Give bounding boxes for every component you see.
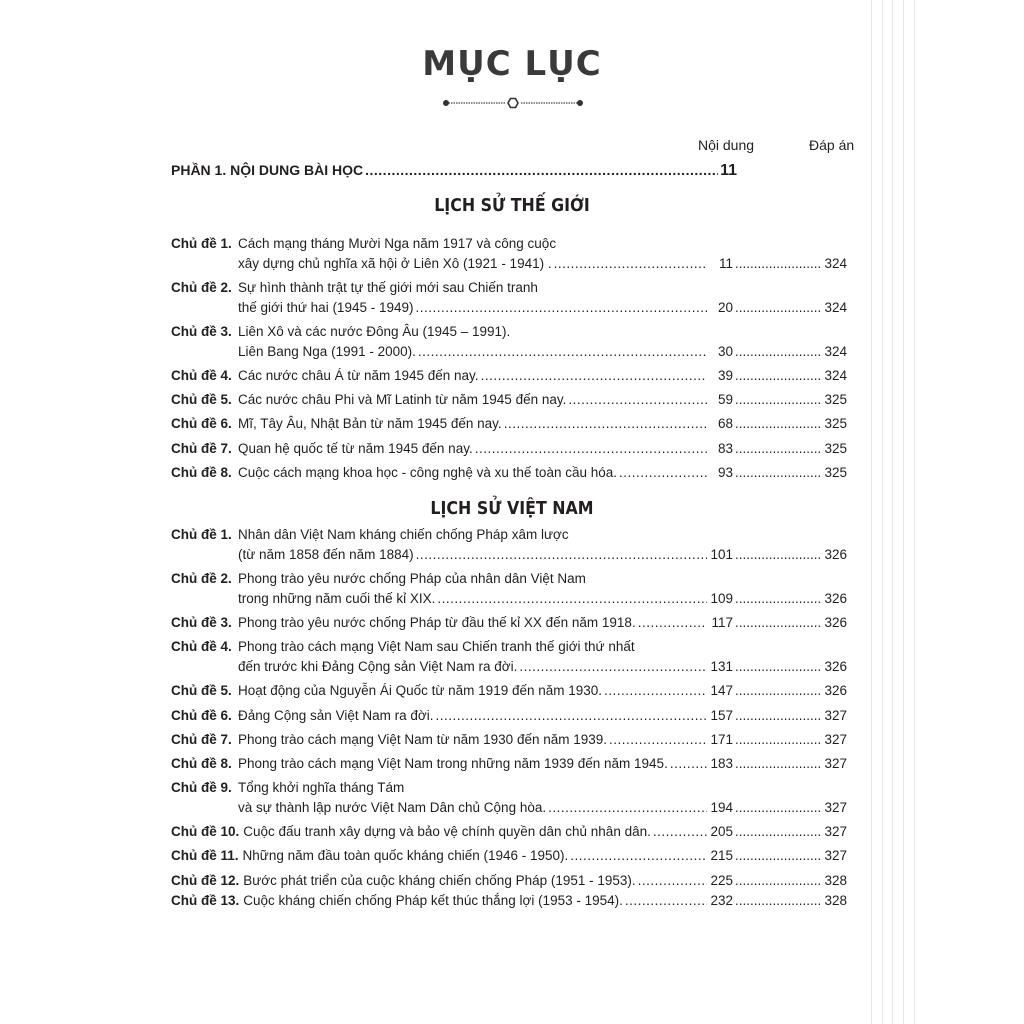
toc-entry[interactable] (171, 416, 847, 436)
topic-number: Chủ đề 11. (171, 848, 239, 863)
answer-page-number: 326 (824, 547, 847, 562)
dot-leader (609, 732, 707, 747)
topic-number: Chủ đề 1. (171, 527, 232, 542)
dot-leader (625, 893, 707, 908)
dot-leader (619, 465, 707, 480)
dot-leader (735, 300, 821, 315)
topic-number: Chủ đề 5. (171, 392, 232, 407)
toc-entry[interactable] (171, 465, 847, 485)
dot-leader (735, 848, 821, 863)
topic-title: Liên Xô và các nước Đông Âu (1945 – 1991). (238, 324, 511, 339)
dot-leader (416, 547, 707, 562)
dot-leader (735, 547, 821, 562)
dot-leader (568, 392, 707, 407)
content-page-number: 101 (710, 547, 733, 562)
topic-title: trong những năm cuối thế kỉ XIX. (238, 591, 436, 606)
dot-leader (554, 256, 707, 271)
toc-entry-line (171, 527, 847, 547)
topic-number: Chủ đề 1. (171, 236, 232, 251)
page-title: MỤC LỤC (422, 44, 602, 84)
answer-page-number: 324 (824, 368, 847, 383)
dot-leader (735, 659, 821, 674)
toc-entry-line (171, 344, 847, 364)
topic-number: Chủ đề 12. (171, 873, 240, 888)
content-page-number: 232 (710, 893, 733, 908)
answer-page-number: 327 (824, 824, 847, 839)
topic-title: Phong trào cách mạng Việt Nam từ năm 1930 đến năm 1939. (238, 732, 608, 747)
toc-entry[interactable] (171, 756, 847, 776)
toc-entry-line (171, 280, 847, 300)
dot-leader (735, 824, 821, 839)
topic-title: Nhân dân Việt Nam kháng chiến chống Pháp xâm lược (238, 527, 569, 542)
dot-leader (735, 344, 821, 359)
content-page-number: 83 (717, 441, 733, 456)
part-entry[interactable] (171, 162, 737, 182)
part-label: PHẦN 1. NỘI DUNG BÀI HỌC (171, 162, 364, 178)
topic-title: Sự hình thành trật tự thế giới mới sau Chiến tranh (238, 280, 538, 295)
topic-title: Những năm đầu toàn quốc kháng chiến (1946 - 1950). (242, 848, 569, 863)
toc-entry-line (171, 547, 847, 567)
topic-number: Chủ đề 7. (171, 732, 232, 747)
toc-entry[interactable] (171, 368, 847, 388)
topic-number: Chủ đề 13. (171, 893, 240, 908)
answer-page-number: 326 (824, 659, 847, 674)
topic-number: Chủ đề 5. (171, 683, 232, 698)
toc-entry-line (171, 848, 847, 868)
topic-title: Cuộc đấu tranh xây dựng và bảo vệ chính quyền dân chủ nhân dân. (243, 824, 651, 839)
toc-entry-line (171, 591, 847, 611)
toc-entry-line (171, 324, 847, 344)
title-divider-ornament (442, 95, 584, 111)
toc-entry-line (171, 416, 847, 436)
topic-title: Phong trào yêu nước chống Pháp từ đầu thế kỉ XX đến năm 1918. (238, 615, 636, 630)
toc-entry[interactable] (171, 780, 847, 820)
toc-entry[interactable] (171, 732, 847, 752)
topic-title: Cuộc cách mạng khoa học - công nghệ và xu thế toàn cầu hóa. (238, 465, 618, 480)
answer-page-number: 325 (824, 465, 847, 480)
topic-title: Phong trào cách mạng Việt Nam sau Chiến tranh thế giới thứ nhất (238, 639, 635, 654)
topic-number: Chủ đề 7. (171, 441, 232, 456)
answer-page-number: 325 (824, 441, 847, 456)
topic-number: Chủ đề 4. (171, 639, 232, 654)
content-page-number: 205 (710, 824, 733, 839)
dot-leader (735, 465, 821, 480)
content-page-number: 20 (717, 300, 733, 315)
dot-leader (365, 162, 718, 178)
toc-entry-line (171, 659, 847, 679)
toc-entry-line (171, 571, 847, 591)
topic-number: Chủ đề 3. (171, 615, 232, 630)
topic-number: Chủ đề 9. (171, 780, 232, 795)
topic-title: Cuộc kháng chiến chống Pháp kết thúc thắng lợi (1953 - 1954). (243, 893, 623, 908)
dot-leader (638, 615, 707, 630)
topic-title: Mĩ, Tây Âu, Nhật Bản từ năm 1945 đến nay. (238, 416, 502, 431)
topic-number: Chủ đề 2. (171, 280, 232, 295)
dot-leader (604, 683, 707, 698)
toc-entry[interactable] (171, 708, 847, 728)
answer-page-number: 324 (824, 300, 847, 315)
answer-page-number: 327 (824, 800, 847, 815)
dot-leader (735, 683, 821, 698)
topic-number: Chủ đề 6. (171, 416, 232, 431)
content-page-number: 131 (710, 659, 733, 674)
toc-entry-line (171, 893, 847, 913)
toc-entry[interactable] (171, 236, 847, 276)
toc-entry-line (171, 256, 847, 276)
toc-entry-line (171, 780, 847, 800)
dot-leader (437, 591, 707, 606)
topic-number: Chủ đề 10. (171, 824, 240, 839)
content-page-number: 11 (718, 256, 733, 271)
topic-title: Các nước châu Phi và Mĩ Latinh từ năm 1945 đến nay. (238, 392, 567, 407)
topic-title: thế giới thứ hai (1945 - 1949) (238, 300, 414, 315)
toc-entry-line (171, 441, 847, 461)
toc-entry[interactable] (171, 639, 847, 679)
topic-title: Các nước châu Á từ năm 1945 đến nay. (238, 368, 479, 383)
toc-entry[interactable] (171, 893, 847, 913)
content-page-number: 109 (710, 591, 733, 606)
answer-page-number: 327 (824, 732, 847, 747)
toc-entry-line (171, 732, 847, 752)
dot-leader (548, 800, 707, 815)
topic-title: và sự thành lập nước Việt Nam Dân chủ Cộng hòa. (238, 800, 547, 815)
answer-page-number: 325 (824, 416, 847, 431)
section-heading-vietnam-history: LỊCH SỬ VIỆT NAM (430, 498, 594, 519)
answer-page-number: 328 (824, 873, 847, 888)
dot-leader (735, 256, 821, 271)
toc-entry-line (171, 615, 847, 635)
toc-entry-line (171, 639, 847, 659)
dot-leader (653, 824, 707, 839)
dot-leader (735, 732, 821, 747)
content-page-number: 225 (710, 873, 733, 888)
answer-page-number: 326 (824, 683, 847, 698)
dot-leader (570, 848, 707, 863)
dot-leader (670, 756, 707, 771)
answer-page-number: 328 (824, 893, 847, 908)
toc-entry[interactable] (171, 848, 847, 868)
toc-entry[interactable] (171, 873, 847, 893)
answer-page-number: 325 (824, 392, 847, 407)
topic-title: Liên Bang Nga (1991 - 2000). (238, 344, 416, 359)
answer-page-number: 327 (824, 756, 847, 771)
topic-title: Đảng Cộng sản Việt Nam ra đời. (238, 708, 434, 723)
dot-leader (735, 441, 821, 456)
dot-leader (481, 368, 707, 383)
toc-entry-line (171, 824, 847, 844)
toc-entry[interactable] (171, 324, 847, 364)
answer-page-number: 327 (824, 848, 847, 863)
content-page-number: 183 (710, 756, 733, 771)
topic-title: đến trước khi Đảng Cộng sản Việt Nam ra đời. (238, 659, 518, 674)
toc-entry-line (171, 683, 847, 703)
topic-title: Phong trào cách mạng Việt Nam trong những năm 1939 đến năm 1945. (238, 756, 668, 771)
topic-number: Chủ đề 6. (171, 708, 232, 723)
dot-leader (735, 615, 821, 630)
topic-title: (từ năm 1858 đến năm 1884) (238, 547, 414, 562)
dot-leader (418, 344, 707, 359)
content-page-number: 147 (710, 683, 733, 698)
toc-entry[interactable] (171, 615, 847, 635)
toc-entry-line (171, 236, 847, 256)
toc-entry-line (171, 368, 847, 388)
toc-entry[interactable] (171, 527, 847, 567)
content-page-number: 93 (717, 465, 733, 480)
topic-title: Tổng khởi nghĩa tháng Tám (238, 780, 405, 795)
column-header-answers: Đáp án (809, 137, 855, 153)
toc-entry-line (171, 756, 847, 776)
topic-number: Chủ đề 3. (171, 324, 232, 339)
content-page-number: 215 (710, 848, 733, 863)
dot-leader (735, 873, 821, 888)
content-page-number: 171 (710, 732, 733, 747)
toc-entry[interactable] (171, 683, 847, 703)
toc-entry[interactable] (171, 392, 847, 412)
answer-page-number: 324 (824, 344, 847, 359)
toc-entry-line (171, 708, 847, 728)
toc-entry[interactable] (171, 571, 847, 611)
content-page-number: 59 (717, 392, 733, 407)
topic-title: Cách mạng tháng Mười Nga năm 1917 và công cuộc (238, 236, 557, 251)
topic-number: Chủ đề 8. (171, 756, 232, 771)
topic-title: Quan hệ quốc tế từ năm 1945 đến nay. (238, 441, 473, 456)
dot-leader (475, 441, 707, 456)
dot-leader (519, 659, 707, 674)
dot-leader (735, 708, 821, 723)
content-page-number: 157 (710, 708, 733, 723)
dot-leader (435, 708, 707, 723)
dot-leader (735, 416, 821, 431)
content-page-number: 39 (717, 368, 733, 383)
section-heading-world-history: LỊCH SỬ THẾ GIỚI (434, 195, 590, 216)
dot-leader (735, 800, 821, 815)
toc-entry[interactable] (171, 441, 847, 461)
content-page-number: 194 (710, 800, 733, 815)
column-header-content: Nội dung (698, 137, 755, 153)
content-page-number: 68 (717, 416, 733, 431)
dot-leader (735, 392, 821, 407)
toc-entry-line (171, 300, 847, 320)
toc-entry[interactable] (171, 280, 847, 320)
dot-leader (735, 756, 821, 771)
toc-entry-line (171, 392, 847, 412)
topic-number: Chủ đề 2. (171, 571, 232, 586)
topic-title: Phong trào yêu nước chống Pháp của nhân dân Việt Nam (238, 571, 586, 586)
dot-leader (638, 873, 707, 888)
content-page-number: 117 (711, 615, 733, 630)
toc-entry-line (171, 873, 847, 893)
answer-page-number: 324 (824, 256, 847, 271)
dot-leader (735, 591, 821, 606)
toc-entry[interactable] (171, 824, 847, 844)
topic-title: Bước phát triển của cuộc kháng chiến chống Pháp (1951 - 1953). (243, 873, 636, 888)
dot-leader (735, 893, 821, 908)
toc-entry-line (171, 465, 847, 485)
toc-entry-line (171, 800, 847, 820)
dot-leader (504, 416, 707, 431)
topic-title: xây dựng chủ nghĩa xã hội ở Liên Xô (1921 - 1941) . (238, 256, 552, 271)
dot-leader (416, 300, 708, 315)
answer-page-number: 326 (824, 615, 847, 630)
content-page-number: 30 (717, 344, 733, 359)
part-page: 11 (720, 162, 737, 179)
answer-page-number: 327 (824, 708, 847, 723)
topic-number: Chủ đề 8. (171, 465, 232, 480)
topic-title: Hoạt động của Nguyễn Ái Quốc từ năm 1919 đến năm 1930. (238, 683, 603, 698)
topic-number: Chủ đề 4. (171, 368, 232, 383)
answer-page-number: 326 (824, 591, 847, 606)
dot-leader (735, 368, 821, 383)
